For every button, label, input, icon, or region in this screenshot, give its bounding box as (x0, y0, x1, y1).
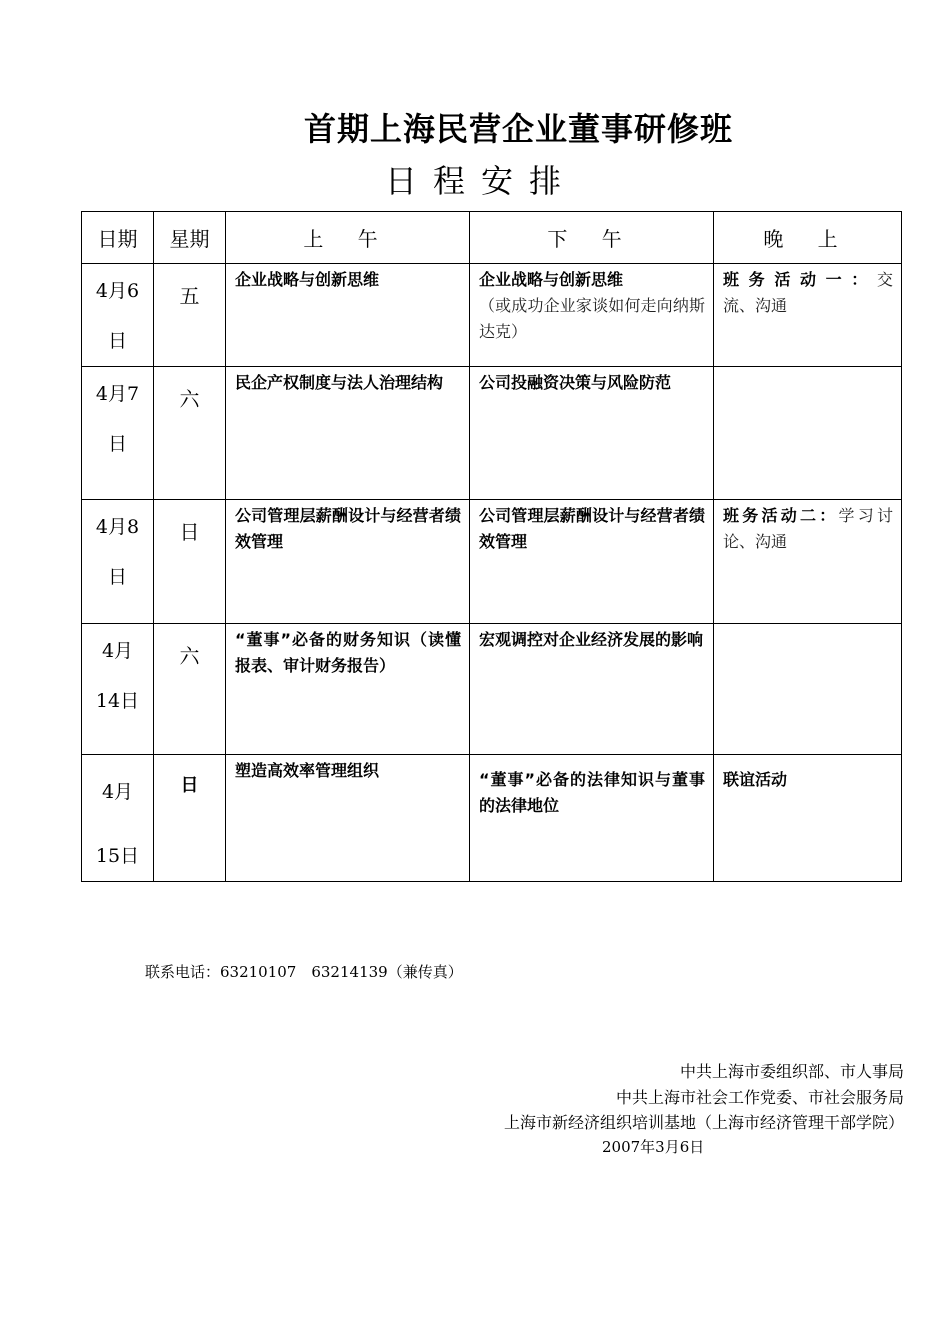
header-weekday: 星期 (154, 212, 226, 264)
date-cell (82, 367, 154, 500)
weekday-cell: 日 (154, 755, 226, 882)
date-bottom: 15日 (95, 845, 140, 867)
table-row (82, 624, 902, 755)
afternoon-topic: 企业战略与创新思维 (479, 270, 624, 289)
afternoon-cell (470, 500, 714, 624)
document-subtitle: 日程安排 (385, 162, 578, 200)
header-date: 日期 (82, 212, 154, 264)
evening-cell (714, 624, 902, 755)
date-top: 4月8 (95, 516, 140, 538)
table-row (82, 755, 902, 882)
table-row (82, 264, 902, 367)
weekday-cell: 五 (154, 264, 226, 367)
date-cell (82, 264, 154, 367)
morning-cell (226, 367, 470, 500)
date-bottom: 日 (107, 330, 127, 352)
morning-topic: 公司管理层薪酬设计与经营者绩效管理 (235, 506, 461, 551)
evening-note: 交流、沟通 (723, 270, 893, 315)
afternoon-topic: 公司管理层薪酬设计与经营者绩效管理 (479, 506, 705, 551)
afternoon-cell (470, 755, 714, 882)
signature-line: 上海市新经济组织培训基地（上海市经济管理干部学院） (503, 1113, 904, 1132)
date-cell (82, 500, 154, 624)
afternoon-cell (470, 264, 714, 367)
date-cell (82, 755, 154, 882)
morning-topic: 民企产权制度与法人治理结构 (235, 373, 444, 392)
morning-cell (226, 264, 470, 367)
header-morning: 上 午 (226, 212, 470, 264)
evening-topic: 班务活动一： (723, 270, 877, 289)
date-top: 4月 (101, 640, 134, 662)
header-evening: 晚 上 (714, 212, 902, 264)
date-top: 4月6 (95, 280, 140, 302)
afternoon-topic: “董事”必备的法律知识与董事的法律地位 (479, 770, 705, 815)
evening-cell (714, 367, 902, 500)
date-bottom: 14日 (95, 690, 140, 712)
date-cell (82, 624, 154, 755)
evening-cell (714, 500, 902, 624)
morning-topic: 企业战略与创新思维 (235, 270, 380, 289)
weekday-cell: 六 (154, 624, 226, 755)
afternoon-topic: 公司投融资决策与风险防范 (479, 373, 672, 392)
contact-phone: 联系电话：63210107 63214139（兼传真） (145, 963, 463, 981)
issue-date: 2007年3月6日 (602, 1138, 705, 1156)
table-header-row (82, 212, 902, 264)
morning-topic: 塑造高效率管理组织 (235, 761, 380, 780)
morning-topic: “董事”必备的财务知识（读懂报表、审计财务报告） (235, 630, 461, 675)
evening-topic: 班务活动二： (723, 506, 839, 525)
afternoon-cell (470, 624, 714, 755)
date-bottom: 日 (107, 433, 127, 455)
evening-cell (714, 755, 902, 882)
afternoon-topic: 宏观调控对企业经济发展的影响 (479, 630, 704, 649)
header-afternoon: 下 午 (470, 212, 714, 264)
document-title: 首期上海民营企业董事研修班 (304, 110, 734, 148)
weekday-cell: 六 (154, 367, 226, 500)
date-top: 4月7 (95, 383, 140, 405)
afternoon-note: （或成功企业家谈如何走向纳斯达克） (479, 296, 705, 341)
table-row (82, 367, 902, 500)
evening-note: 学习讨论、沟通 (723, 506, 893, 551)
evening-topic: 联谊活动 (723, 770, 788, 789)
signature-line: 中共上海市社会工作党委、市社会服务局 (615, 1088, 904, 1107)
evening-cell (714, 264, 902, 367)
schedule-table (81, 211, 902, 882)
morning-cell (226, 624, 470, 755)
signature-line: 中共上海市委组织部、市人事局 (679, 1062, 904, 1081)
table-row (82, 500, 902, 624)
date-bottom: 日 (107, 566, 127, 588)
morning-cell (226, 500, 470, 624)
weekday-cell: 日 (154, 500, 226, 624)
afternoon-cell (470, 367, 714, 500)
date-top: 4月 (101, 781, 134, 803)
morning-cell (226, 755, 470, 882)
